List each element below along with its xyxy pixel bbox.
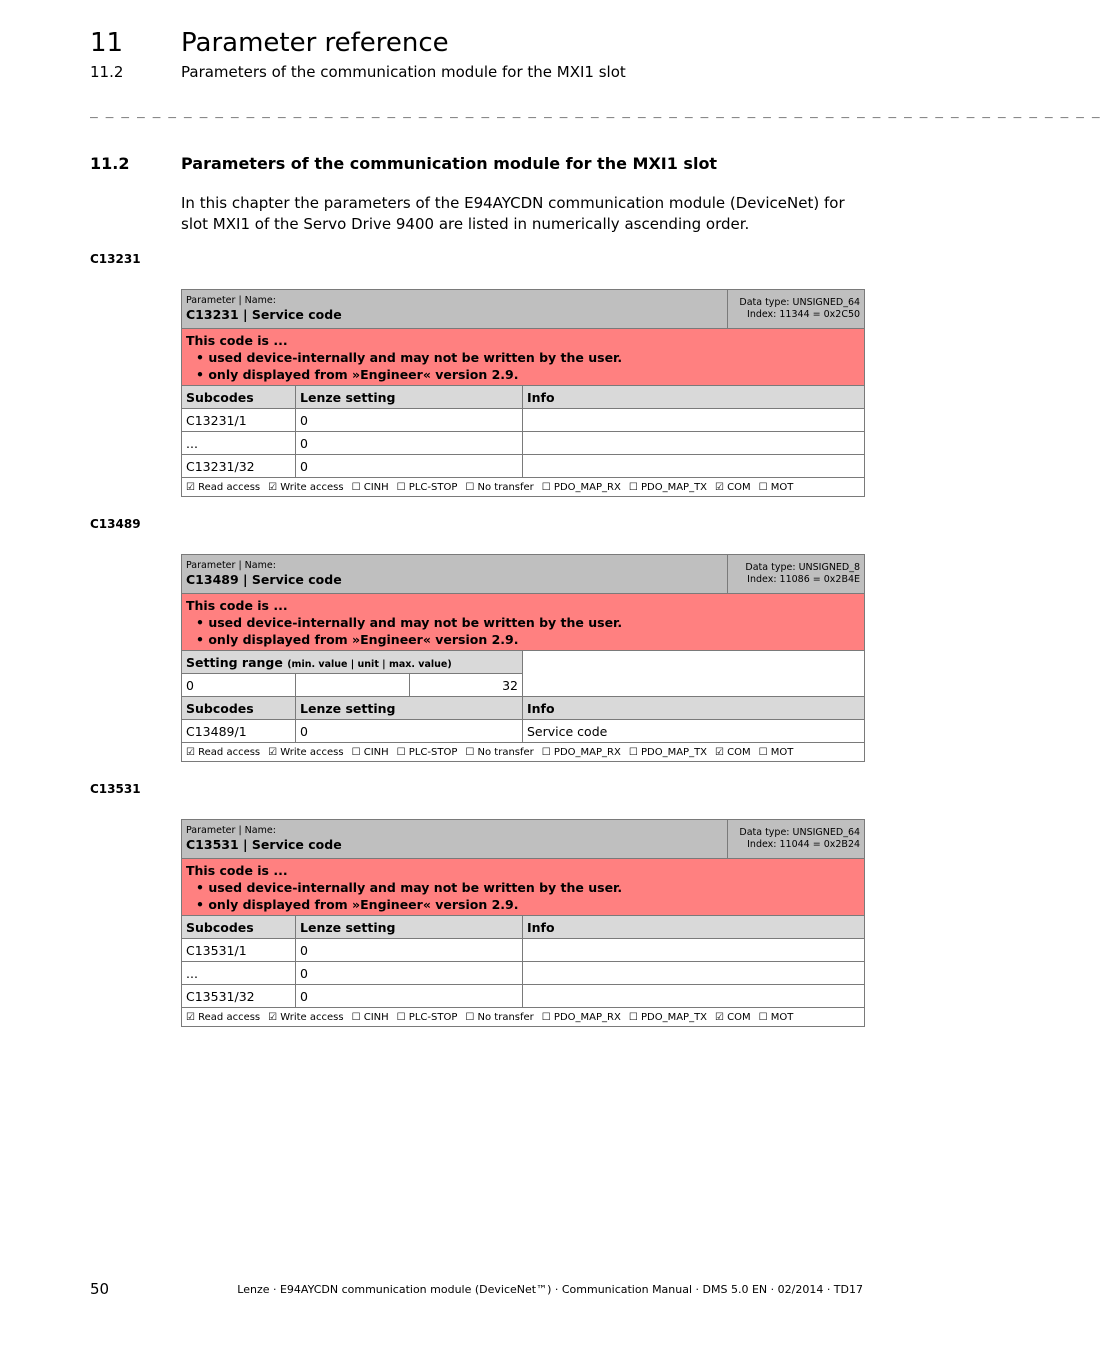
param-name: C13231 | Service code (186, 307, 342, 322)
param-meta (728, 820, 865, 859)
section-number: 11.2 (90, 154, 130, 173)
running-section-title: Parameters of the communication module for the MXI1 slot (181, 63, 626, 81)
col-info: Info (523, 386, 865, 409)
info (523, 455, 865, 478)
table-row (182, 455, 865, 478)
subcode: C13531/1 (182, 939, 296, 962)
flag-write-access: ☑ Write access (268, 746, 344, 758)
footer-text: Lenze · E94AYCDN communication module (DeviceNet™) · Communication Manual · DMS 5.0 EN · 02/2014 · TD17 (237, 1283, 863, 1296)
table-row (182, 720, 865, 743)
flag-plc-stop: ☐ PLC-STOP (396, 1011, 458, 1023)
lenze-setting: 0 (296, 409, 523, 432)
setting-range-note: (min. value | unit | max. value) (287, 658, 452, 670)
flag-write-access: ☑ Write access (268, 1011, 344, 1023)
table-row (182, 985, 865, 1008)
table-row (182, 962, 865, 985)
param-table-c13231 (181, 289, 865, 497)
flag-mot: ☐ MOT (758, 1011, 794, 1023)
param-table-c13489 (181, 554, 865, 762)
flag-no-transfer: ☐ No transfer (465, 746, 534, 758)
intro-paragraph: In this chapter the parameters of the E94AYCDN communication module (DeviceNet) for slot MXI1 of the Servo Drive 9400 are listed in numerically ascending order. (181, 194, 845, 233)
alert-box (182, 859, 865, 916)
lenze-setting: 0 (296, 432, 523, 455)
alert-line: • used device-internally and may not be written by the user. (196, 349, 623, 365)
range-max: 32 (410, 674, 523, 697)
alert-title: This code is ... (186, 862, 288, 878)
param-label: C13231 (90, 252, 141, 266)
flag-pdo-map-rx: ☐ PDO_MAP_RX (541, 481, 621, 493)
header-dashed-rule: _ _ _ _ _ _ _ _ _ _ _ _ _ _ _ _ _ _ _ _ _ _ _ _ _ _ _ _ _ _ _ _ _ _ _ _ _ _ _ _ _ _ _ _ _ _ _ _ _ _ _ _ _ _ _ _ _ _ _ _ _ _ _ _ _ (90, 104, 1100, 119)
access-flags (182, 478, 865, 497)
flag-mot: ☐ MOT (758, 481, 794, 493)
param-name-label: Parameter | Name: (186, 295, 276, 306)
flag-pdo-map-tx: ☐ PDO_MAP_TX (628, 481, 708, 493)
info (523, 432, 865, 455)
running-section-number: 11.2 (90, 63, 124, 81)
param-meta (728, 555, 865, 594)
param-name: C13489 | Service code (186, 572, 342, 587)
flag-no-transfer: ☐ No transfer (465, 1011, 534, 1023)
lenze-setting: 0 (296, 720, 523, 743)
flag-cinh: ☐ CINH (351, 481, 389, 493)
flag-read-access: ☑ Read access (186, 746, 261, 758)
alert-line: • used device-internally and may not be written by the user. (196, 879, 623, 895)
info (523, 409, 865, 432)
subcode: C13231/1 (182, 409, 296, 432)
flag-plc-stop: ☐ PLC-STOP (396, 746, 458, 758)
param-name: C13531 | Service code (186, 837, 342, 852)
lenze-setting: 0 (296, 939, 523, 962)
col-subcodes: Subcodes (182, 386, 296, 409)
col-subcodes: Subcodes (182, 697, 296, 720)
table-row (182, 939, 865, 962)
col-lenze-setting: Lenze setting (296, 386, 523, 409)
info (523, 985, 865, 1008)
lenze-setting: 0 (296, 455, 523, 478)
alert-box (182, 329, 865, 386)
flag-pdo-map-tx: ☐ PDO_MAP_TX (628, 746, 708, 758)
flag-cinh: ☐ CINH (351, 1011, 389, 1023)
flag-com: ☑ COM (715, 1011, 751, 1023)
flag-read-access: ☑ Read access (186, 481, 261, 493)
param-name-label: Parameter | Name: (186, 825, 276, 836)
data-type: Data type: UNSIGNED_64 (739, 827, 861, 838)
subcode: C13531/32 (182, 985, 296, 1008)
alert-line: • only displayed from »Engineer« version 2.9. (196, 896, 519, 912)
subcode: ... (182, 962, 296, 985)
table-row (182, 432, 865, 455)
range-unit (296, 674, 410, 697)
col-lenze-setting: Lenze setting (296, 916, 523, 939)
section-title: Parameters of the communication module for the MXI1 slot (181, 154, 718, 173)
param-label: C13489 (90, 517, 141, 531)
flag-pdo-map-tx: ☐ PDO_MAP_TX (628, 1011, 708, 1023)
param-name-label: Parameter | Name: (186, 560, 276, 571)
param-header (182, 290, 728, 329)
col-lenze-setting: Lenze setting (296, 697, 523, 720)
range-min: 0 (182, 674, 296, 697)
index: Index: 11344 = 0x2C50 (747, 309, 861, 320)
setting-range-header (182, 651, 523, 674)
page-number: 50 (90, 1280, 110, 1298)
info (523, 962, 865, 985)
index: Index: 11086 = 0x2B4E (747, 574, 861, 585)
setting-range-label: Setting range (186, 654, 283, 670)
param-table-c13531 (181, 819, 865, 1027)
info (523, 939, 865, 962)
access-flags (182, 743, 865, 762)
col-subcodes: Subcodes (182, 916, 296, 939)
param-label: C13531 (90, 782, 141, 796)
data-type: Data type: UNSIGNED_8 (745, 562, 861, 573)
alert-title: This code is ... (186, 332, 288, 348)
param-header (182, 555, 728, 594)
flag-no-transfer: ☐ No transfer (465, 481, 534, 493)
flag-read-access: ☑ Read access (186, 1011, 261, 1023)
param-header (182, 820, 728, 859)
alert-line: • only displayed from »Engineer« version 2.9. (196, 366, 519, 382)
alert-line: • used device-internally and may not be written by the user. (196, 614, 623, 630)
lenze-setting: 0 (296, 962, 523, 985)
table-row (182, 409, 865, 432)
flag-mot: ☐ MOT (758, 746, 794, 758)
alert-box (182, 594, 865, 651)
flag-com: ☑ COM (715, 481, 751, 493)
alert-line: • only displayed from »Engineer« version 2.9. (196, 631, 519, 647)
subcode: ... (182, 432, 296, 455)
info: Service code (523, 720, 865, 743)
range-blank (523, 651, 865, 697)
chapter-title: Parameter reference (181, 28, 449, 58)
flag-cinh: ☐ CINH (351, 746, 389, 758)
flag-pdo-map-rx: ☐ PDO_MAP_RX (541, 1011, 621, 1023)
param-meta (728, 290, 865, 329)
data-type: Data type: UNSIGNED_64 (739, 297, 861, 308)
flag-com: ☑ COM (715, 746, 751, 758)
alert-title: This code is ... (186, 597, 288, 613)
flag-pdo-map-rx: ☐ PDO_MAP_RX (541, 746, 621, 758)
flag-plc-stop: ☐ PLC-STOP (396, 481, 458, 493)
col-info: Info (523, 697, 865, 720)
subcode: C13489/1 (182, 720, 296, 743)
index: Index: 11044 = 0x2B24 (747, 839, 861, 850)
flag-write-access: ☑ Write access (268, 481, 344, 493)
subcode: C13231/32 (182, 455, 296, 478)
lenze-setting: 0 (296, 985, 523, 1008)
chapter-number: 11 (90, 28, 124, 58)
col-info: Info (523, 916, 865, 939)
access-flags (182, 1008, 865, 1027)
